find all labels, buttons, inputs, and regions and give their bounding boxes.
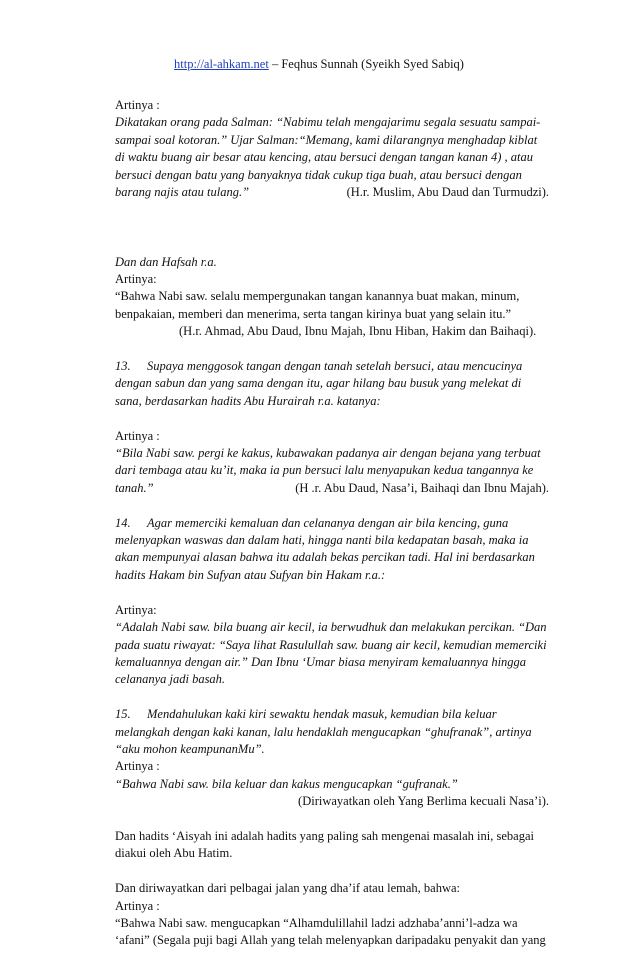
text-line: melenyapkan waswas dan dalam hati, hingga nanti bila kedapatan basah, maka ia [115, 533, 529, 548]
header-title: – Feqhus Sunnah (Syeikh Syed Sabiq) [268, 57, 464, 71]
text-line: ‘afani” (Segala puji bagi Allah yang telah melenyapkan daripadaku penyakit dan yang [115, 933, 546, 948]
text-line: Dan dan Hafsah r.a. [115, 254, 217, 269]
page-header [0, 56, 638, 73]
artinya-label: Artinya : [115, 428, 160, 443]
text-line: kemaluannya dengan air.” Dan Ibnu ‘Umar biasa menyiram kemaluannya hingga [115, 654, 527, 669]
item-number: 13. [115, 359, 131, 374]
text-line: benpakaian, memberi dan menerima, serta tangan kirinya buat yang selain itu.” [115, 306, 512, 321]
text-line: bersuci dengan batu yang banyaknya tidak cukup tiga buah, atau bersuci dengan [115, 167, 522, 182]
text-line: sampai soal kotoran.” Ujar Salman:“Memang, kami dilarangnya menghadap kiblat [115, 132, 538, 147]
item-number: 15. [115, 707, 131, 722]
text-line: dengan sabun dan yang sama dengan itu, agar hilang bau busuk yang melekat di [115, 376, 522, 391]
paragraph-14 [115, 515, 549, 585]
source-link[interactable]: http://al-ahkam.net [174, 57, 269, 71]
text-line: “Bahwa Nabi saw. selalu mempergunakan tangan kanannya buat makan, minum, [115, 289, 520, 304]
paragraph-aisyah [115, 828, 549, 863]
text-line: Dan hadits ‘Aisyah ini adalah hadits yang paling sah mengenai masalah ini, sebagai [115, 828, 534, 843]
text-line: pada suatu riwayat: “Saya lihat Rasulullah saw. buang air kecil, kemudian memerciki [115, 637, 547, 652]
paragraph-kakus [115, 428, 549, 498]
text-line: Mendahulukan kaki kiri sewaktu hendak masuk, kemudian bila keluar [147, 707, 497, 722]
hadith-reference: (H .r. Abu Daud, Nasa’i, Baihaqi dan Ibnu Majah). [295, 480, 549, 495]
text-line: Dan diriwayatkan dari pelbagai jalan yang dha’if atau lemah, bahwa: [115, 881, 460, 896]
text-line: melangkah dengan kaki kanan, lalu hendaklah mengucapkan “ghufranak”, artinya [115, 724, 532, 739]
artinya-label: Artinya : [115, 898, 160, 913]
spacer [115, 219, 549, 236]
paragraph-salman [115, 97, 549, 201]
text-line: Dikatakan orang pada Salman: “Nabimu telah mengajarimu segala sesuatu sampai- [115, 115, 541, 130]
text-line: sana, berdasarkan hadits Abu Hurairah r.a. katanya: [115, 393, 381, 408]
text-line: tanah.” [115, 480, 154, 495]
text-line: “Bila Nabi saw. pergi ke kakus, kubawakan padanya air dengan bejana yang terbuat [115, 446, 541, 461]
document-body [115, 97, 549, 967]
text-line: “aku mohon keampunanMu”. [115, 741, 265, 756]
paragraph-hafsah [115, 254, 549, 341]
text-line: diakui oleh Abu Hatim. [115, 846, 233, 861]
hadith-reference: (Diriwayatkan oleh Yang Berlima kecuali Nasa’i). [298, 794, 549, 809]
text-line: akan mempunyai alasan bahwa itu adalah bekas percikan tadi. Hal ini berdasarkan [115, 550, 535, 565]
artinya-label: Artinya : [115, 759, 160, 774]
text-line: hadits Hakam bin Sufyan atau Sufyan bin Hakam r.a.: [115, 567, 386, 582]
text-line: Agar memerciki kemaluan dan celananya dengan air bila kencing, guna [147, 515, 509, 530]
paragraph-percikan [115, 602, 549, 689]
item-number: 14. [115, 515, 131, 530]
text-line: di waktu buang air besar atau kencing, atau bersuci dengan tangan kanan 4) , atau [115, 150, 534, 165]
artinya-label: Artinya: [115, 602, 157, 617]
paragraph-13 [115, 358, 549, 410]
text-line: “Bahwa Nabi saw. mengucapkan “Alhamdulillahil ladzi adzhaba’anni’l-adza wa [115, 915, 518, 930]
text-line: barang najis atau tulang.” [115, 185, 250, 200]
hadith-reference: (H.r. Muslim, Abu Daud dan Turmudzi). [346, 185, 549, 200]
text-line: celananya jadi basah. [115, 672, 226, 687]
artinya-label: Artinya : [115, 98, 160, 112]
text-line: Supaya menggosok tangan dengan tanah setelah bersuci, atau mencucinya [147, 359, 523, 374]
text-line: “Adalah Nabi saw. bila buang air kecil, ia berwudhuk dan melakukan percikan. “Dan [115, 620, 547, 635]
paragraph-15 [115, 706, 549, 810]
line-with-reference [115, 184, 549, 201]
text-line: dari tembaga atau ku’it, maka ia pun bersuci lalu menyapukan kedua tangannya ke [115, 463, 534, 478]
line-with-reference [115, 480, 549, 497]
paragraph-dhaif [115, 880, 549, 950]
artinya-label: Artinya: [115, 272, 157, 287]
hadith-reference: (H.r. Ahmad, Abu Daud, Ibnu Majah, Ibnu Hiban, Hakim dan Baihaqi). [179, 324, 537, 339]
text-line: “Bahwa Nabi saw. bila keluar dan kakus mengucapkan “gufranak.” [115, 776, 458, 791]
